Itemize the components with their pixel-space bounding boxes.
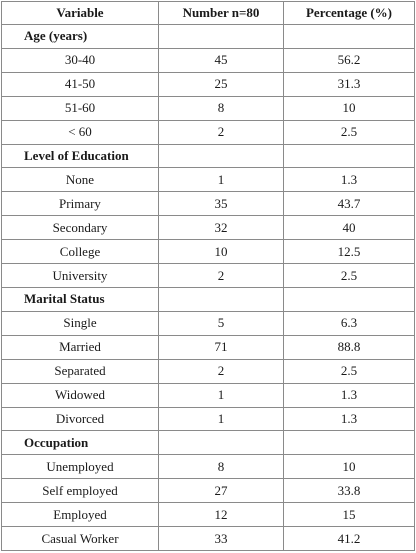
number-cell: 1 [159, 168, 284, 192]
number-cell: 45 [159, 48, 284, 72]
header-number: Number n=80 [159, 2, 284, 25]
percentage-cell: 10 [284, 455, 415, 479]
percentage-cell: 2.5 [284, 359, 415, 383]
variable-cell: Divorced [2, 407, 159, 431]
table-row [2, 240, 415, 264]
percentage-cell: 31.3 [284, 72, 415, 96]
section-title: Occupation [2, 431, 159, 455]
number-cell: 33 [159, 527, 284, 551]
table-row [2, 527, 415, 551]
table-row [2, 120, 415, 144]
variable-cell: Single [2, 311, 159, 335]
number-cell: 35 [159, 192, 284, 216]
empty-cell [159, 144, 284, 168]
variable-cell: Self employed [2, 479, 159, 503]
number-cell: 10 [159, 240, 284, 264]
empty-cell [284, 431, 415, 455]
empty-cell [284, 144, 415, 168]
number-cell: 8 [159, 96, 284, 120]
table-row [2, 264, 415, 288]
number-cell: 25 [159, 72, 284, 96]
percentage-cell: 43.7 [284, 192, 415, 216]
demographics-table [1, 1, 415, 551]
header-percentage: Percentage (%) [284, 2, 415, 25]
table-row [2, 216, 415, 240]
section-age [2, 25, 415, 145]
section-title: Level of Education [2, 144, 159, 168]
table-row [2, 168, 415, 192]
variable-cell: None [2, 168, 159, 192]
percentage-cell: 2.5 [284, 120, 415, 144]
number-cell: 71 [159, 335, 284, 359]
number-cell: 27 [159, 479, 284, 503]
percentage-cell: 15 [284, 503, 415, 527]
percentage-cell: 1.3 [284, 168, 415, 192]
table-row [2, 479, 415, 503]
percentage-cell: 56.2 [284, 48, 415, 72]
number-cell: 1 [159, 383, 284, 407]
percentage-cell: 12.5 [284, 240, 415, 264]
percentage-cell: 1.3 [284, 383, 415, 407]
table-row [2, 192, 415, 216]
section-row [2, 287, 415, 311]
empty-cell [284, 287, 415, 311]
number-cell: 1 [159, 407, 284, 431]
percentage-cell: 33.8 [284, 479, 415, 503]
variable-cell: Employed [2, 503, 159, 527]
variable-cell: 41-50 [2, 72, 159, 96]
empty-cell [159, 287, 284, 311]
section-occupation [2, 431, 415, 551]
number-cell: 2 [159, 359, 284, 383]
section-marital-status [2, 287, 415, 430]
number-cell: 32 [159, 216, 284, 240]
variable-cell: University [2, 264, 159, 288]
empty-cell [284, 25, 415, 49]
variable-cell: Primary [2, 192, 159, 216]
variable-cell: Casual Worker [2, 527, 159, 551]
number-cell: 5 [159, 311, 284, 335]
header-variable: Variable [2, 2, 159, 25]
section-row [2, 25, 415, 49]
variable-cell: 51-60 [2, 96, 159, 120]
percentage-cell: 10 [284, 96, 415, 120]
empty-cell [159, 25, 284, 49]
percentage-cell: 6.3 [284, 311, 415, 335]
header-row [2, 2, 415, 25]
variable-cell: Unemployed [2, 455, 159, 479]
table-row [2, 503, 415, 527]
number-cell: 8 [159, 455, 284, 479]
percentage-cell: 2.5 [284, 264, 415, 288]
variable-cell: Separated [2, 359, 159, 383]
table-row [2, 311, 415, 335]
table-row [2, 359, 415, 383]
number-cell: 12 [159, 503, 284, 527]
section-title: Marital Status [2, 287, 159, 311]
variable-cell: Secondary [2, 216, 159, 240]
section-row [2, 144, 415, 168]
percentage-cell: 41.2 [284, 527, 415, 551]
variable-cell: College [2, 240, 159, 264]
percentage-cell: 1.3 [284, 407, 415, 431]
percentage-cell: 88.8 [284, 335, 415, 359]
empty-cell [159, 431, 284, 455]
table-row [2, 407, 415, 431]
number-cell: 2 [159, 120, 284, 144]
section-education [2, 144, 415, 287]
variable-cell: Married [2, 335, 159, 359]
section-row [2, 431, 415, 455]
table-row [2, 383, 415, 407]
percentage-cell: 40 [284, 216, 415, 240]
table-row [2, 48, 415, 72]
variable-cell: Widowed [2, 383, 159, 407]
variable-cell: 30-40 [2, 48, 159, 72]
table-row [2, 455, 415, 479]
variable-cell: < 60 [2, 120, 159, 144]
table-row [2, 96, 415, 120]
section-title: Age (years) [2, 25, 159, 49]
table-row [2, 335, 415, 359]
number-cell: 2 [159, 264, 284, 288]
table-header [2, 2, 415, 25]
table-row [2, 72, 415, 96]
